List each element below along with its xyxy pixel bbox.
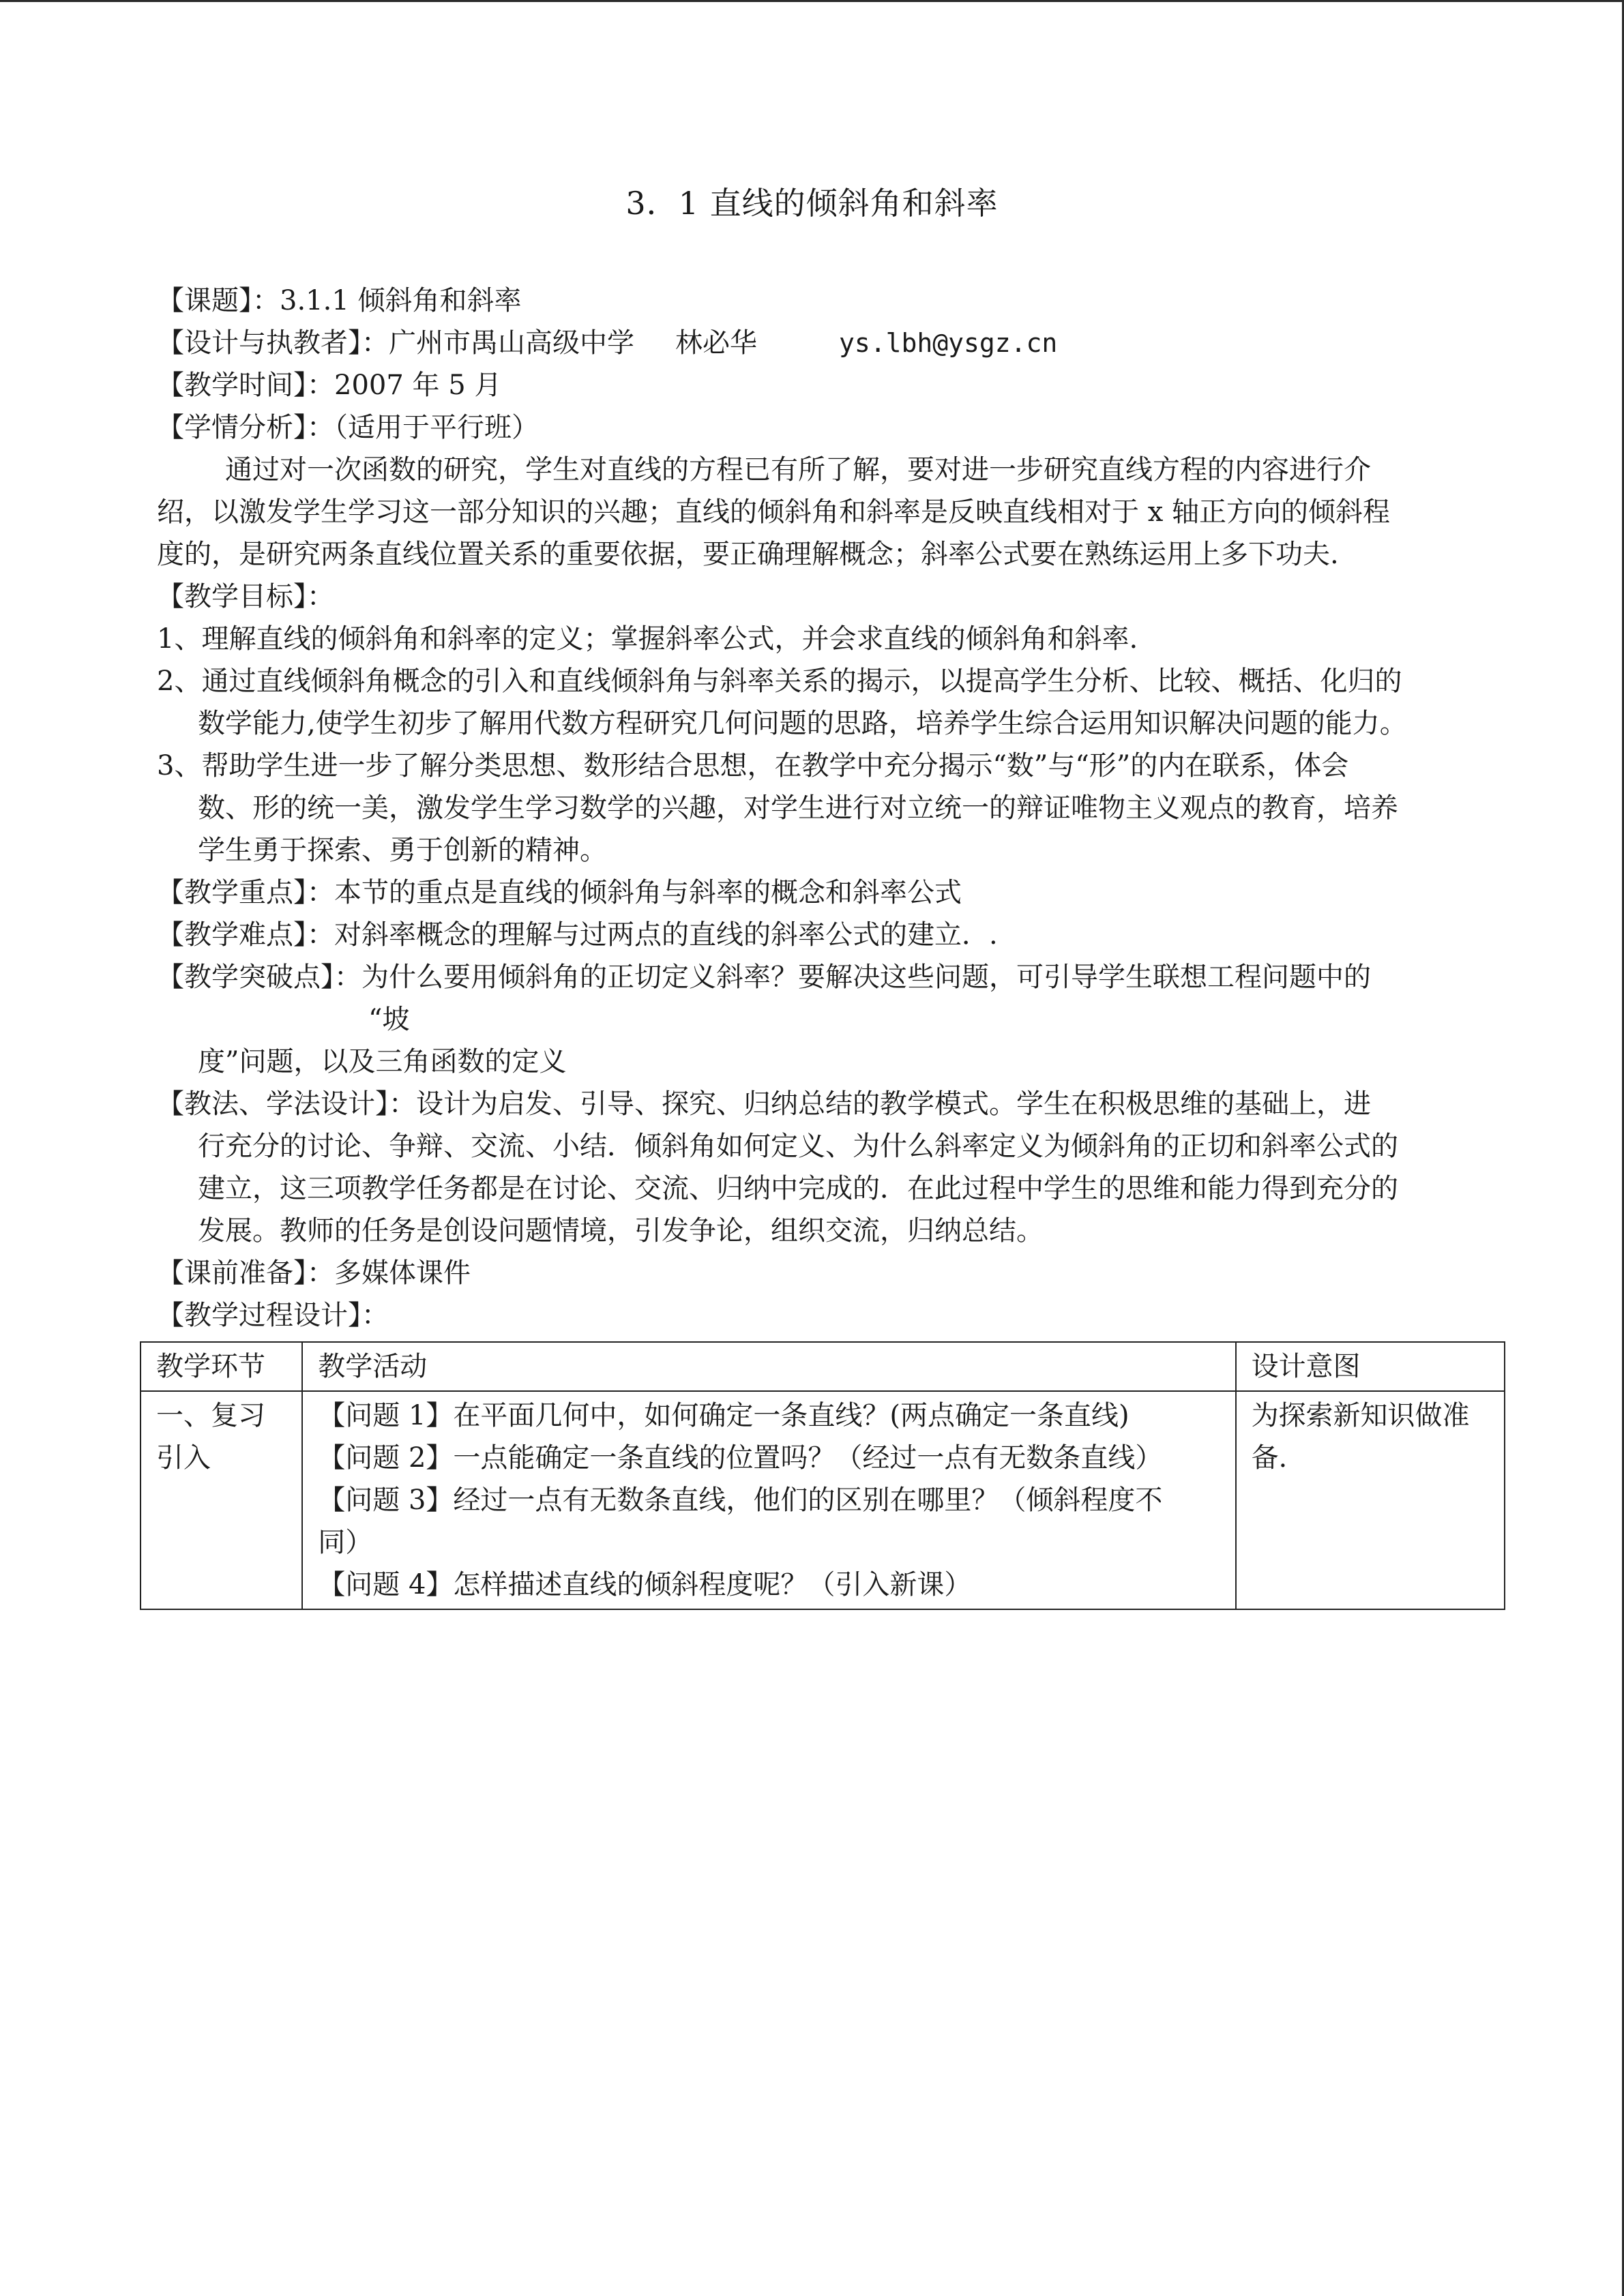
activity-cell: [302, 1391, 1235, 1609]
goal-3-cont-2: 学生勇于探索、勇于创新的精神。: [198, 835, 607, 866]
key-point: 【教学重点】：本节的重点是直线的倾斜角与斜率的概念和斜率公式: [157, 877, 962, 908]
table-header-stage: 教学环节: [141, 1342, 302, 1391]
question-1: 【问题 1】在平面几何中，如何确定一条直线？(两点确定一条直线): [318, 1400, 1130, 1431]
stage-cell: [141, 1391, 302, 1609]
page-top-border: [0, 0, 1624, 2]
analysis-line-1: 通过对一次函数的研究，学生对直线的方程已有所了解，要对进一步研究直线方程的内容进行介: [225, 454, 1371, 486]
goal-1: 1、理解直线的倾斜角和斜率的定义；掌握斜率公式，并会求直线的倾斜角和斜率.: [157, 623, 1138, 655]
designer-line: [157, 322, 1057, 364]
question-3: 【问题 3】经过一点有无数条直线，他们的区别在哪里？（倾斜程度不: [318, 1485, 1163, 1516]
goal-2-cont: 数学能力,使学生初步了解用代数方程研究几何问题的思路，培养学生综合运用知识解决问题的能力。: [198, 708, 1407, 739]
intent-cell: [1236, 1391, 1505, 1609]
goal-2: 2、通过直线倾斜角概念的引入和直线倾斜角与斜率关系的揭示，以提高学生分析、比较、概括、化归的: [157, 666, 1402, 697]
designer-email: ys.lbh@ysgz.cn: [839, 328, 1058, 358]
analysis-line-2: 绍，以激发学生学习这一部分知识的兴趣；直线的倾斜角和斜率是反映直线相对于 x 轴正方向的倾斜程: [157, 496, 1390, 528]
prep-line: 【课前准备】：多媒体课件: [157, 1257, 471, 1289]
designer-label: 【设计与执教者】：广州市禺山高级中学: [157, 327, 634, 359]
process-label: 【教学过程设计】：: [157, 1300, 389, 1331]
stage-line-2: 引入: [156, 1442, 211, 1474]
breakthrough-line-3: 度”问题，以及三角函数的定义: [198, 1046, 567, 1077]
goal-3-cont-1: 数、形的统一美，激发学生学习数学的兴趣，对学生进行对立统一的辩证唯物主义观点的教育，培养: [198, 792, 1398, 824]
intent-line-1: 为探索新知识做准: [1251, 1400, 1470, 1431]
time-line: 【教学时间】：2007 年 5 月: [157, 370, 502, 401]
intent-line-2: 备.: [1251, 1442, 1288, 1474]
methods-line-4: 发展。教师的任务是创设问题情境，引发争论，组织交流，归纳总结。: [198, 1215, 1044, 1247]
table-header-row: [141, 1342, 1505, 1391]
breakthrough-line-1: 【教学突破点】：为什么要用倾斜角的正切定义斜率？要解决这些问题，可引导学生联想工程问题中的: [157, 961, 1371, 993]
analysis-line-3: 度的，是研究两条直线位置关系的重要依据，要正确理解概念；斜率公式要在熟练运用上多下功夫.: [157, 539, 1339, 570]
goals-label: 【教学目标】：: [157, 581, 334, 612]
topic-line: 【课题】：3.1.1 倾斜角和斜率: [157, 285, 522, 316]
methods-line-1: 【教法、学法设计】：设计为启发、引导、探究、归纳总结的教学模式。学生在积极思维的基础上，进: [157, 1088, 1371, 1120]
table-header-intent: 设计意图: [1236, 1342, 1505, 1391]
methods-line-2: 行充分的讨论、争辩、交流、小结．倾斜角如何定义、为什么斜率定义为倾斜角的正切和斜率公式的: [198, 1131, 1398, 1162]
analysis-label: 【学情分析】：（适用于平行班）: [157, 412, 539, 443]
table-header-activity: 教学活动: [302, 1342, 1235, 1391]
designer-name: 林必华: [675, 327, 757, 359]
stage-line-1: 一、复习: [156, 1400, 265, 1431]
goal-3: 3、帮助学生进一步了解分类思想、数形结合思想，在教学中充分揭示“数”与“形”的内在联系，体会: [157, 750, 1349, 781]
page-title: 3．1 直线的倾斜角和斜率: [625, 185, 999, 222]
process-table: [140, 1341, 1505, 1610]
question-4: 【问题 4】怎样描述直线的倾斜程度呢？（引入新课）: [318, 1569, 972, 1600]
table-row: [141, 1391, 1505, 1609]
methods-line-3: 建立，这三项教学任务都是在讨论、交流、归纳中完成的．在此过程中学生的思维和能力得到充分的: [198, 1173, 1398, 1204]
breakthrough-line-2: “坡: [368, 1004, 410, 1035]
question-2: 【问题 2】一点能确定一条直线的位置吗？（经过一点有无数条直线）: [318, 1442, 1163, 1474]
difficulty: 【教学难点】：对斜率概念的理解与过两点的直线的斜率公式的建立．.: [157, 919, 998, 951]
question-3-cont: 同）: [318, 1527, 373, 1558]
